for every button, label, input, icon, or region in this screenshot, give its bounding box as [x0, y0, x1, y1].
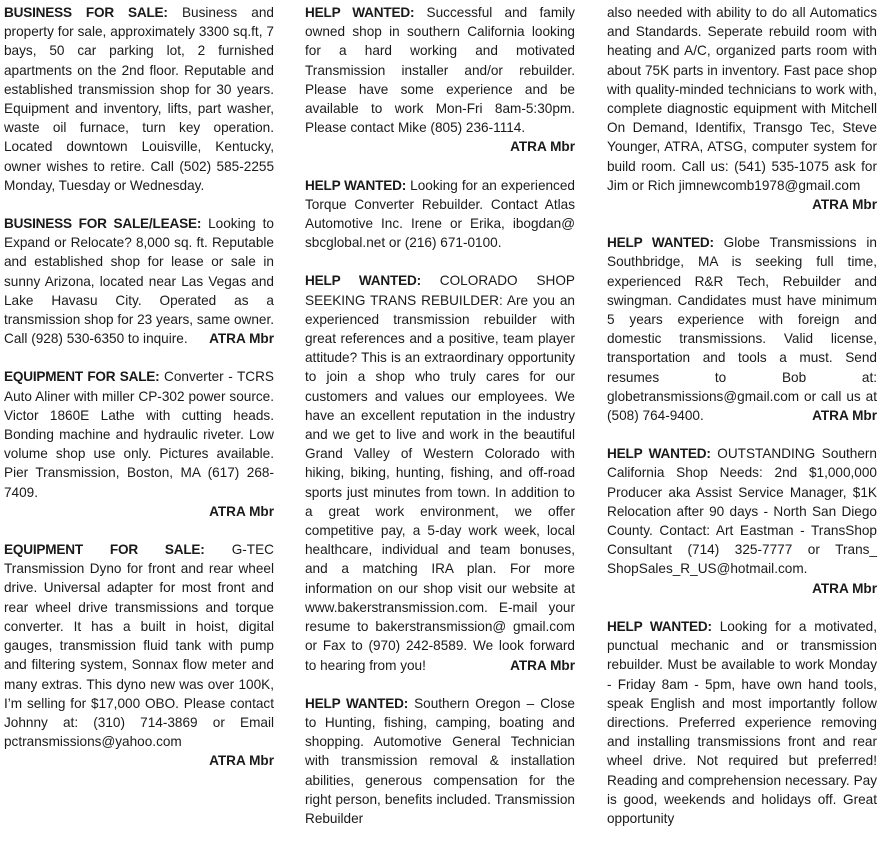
atra-member-tag: ATRA Mbr	[209, 753, 274, 769]
column-1	[4, 3, 274, 790]
ad-body: Looking to Expand or Relocate? 8,000 sq. ft. Reputable and established shop for lease or sale in sunny Arizona, located near Las Vegas and Lake Havasu City. Operated as a transmission shop for 23 years, same owner. Call (928) 530-6350 to inquire.	[4, 216, 274, 347]
ad-heading: HELP WANTED:	[305, 273, 421, 289]
column-3	[607, 3, 877, 847]
atra-member-tag: ATRA Mbr	[510, 139, 575, 155]
ad-body: Looking for an experienced Torque Converter Rebuilder. Contact Atlas Automotive Inc. Irene or Erika, ibogdan@ sbcglobal.net or (216) 671-0100.	[305, 177, 575, 251]
ad-body: Looking for a motivated, punctual mechanic and or transmission rebuilder. Must be available to work Monday - Friday 8am - 5pm, have own hand tools, speak English and most importantly follow directions. Preferred experience removing and installing transmissions front and rear wheel drive. Not required but preferred! Reading and comprehension necessary. Pay is good, weekends and holidays off. Great opportunity	[607, 618, 877, 826]
ad-body: Business and property for sale, approximately 3300 sq.ft, 7 bays, 50 car parking lot, 2 furnished apartments on the 2nd floor. Reputable and established transmission shop for 30 years. Equipment and inventory, lifts, part washer, waste oil furnace, turn key operation. Located downtown Louisville, Kentucky, owner wishes to retire. Call (502) 585-2255 Monday, Tuesday or Wednesday.	[4, 5, 274, 193]
ad-body: COLORADO SHOP SEEKING TRANS REBUILDER: Are you an experienced transmission rebuilder with great references and a positive, team player attitude? This is an extraordinary opportunity to join a shop who truly cares for our customers and values our employees. We have an excellent reputation in the industry and we get to live and work in the beautiful Grand Valley of Western Colorado with hiking, biking, hunting, fishing, and off-road sports just minutes from town. In addition to a great work environment, we offer competitive pay, a 5-day work week, local healthcare, individual and team bonuses, and a matching IRA plan. For more information on our shop visit our website at www.bakerstransmission.com. E-mail your resume to bakerstransmission@ gmail.com or Fax to (970) 242-8589. We look forward to hearing from you!	[305, 273, 575, 673]
ad-body: Converter - TCRS Auto Aliner with miller CP-302 power source. Victor 1860E Lathe with cutting heads. Bonding machine and hydraulic riveter. Low volume shop use only. Pictures available. Pier Transmission, Boston, MA (617) 268-7409.	[4, 369, 274, 500]
classified-ad	[4, 367, 274, 521]
ad-heading: HELP WANTED:	[305, 695, 409, 711]
atra-member-tag: ATRA Mbr	[812, 580, 877, 596]
classified-ad	[305, 176, 575, 253]
classified-ad	[305, 694, 575, 828]
ad-heading: HELP WANTED:	[305, 5, 415, 20]
classified-ad	[305, 3, 575, 157]
ad-body: also needed with ability to do all Automatics and Standards. Seperate rebuild room with heating and A/C, organized parts room with about 75K parts in inventory. Fast pace shop with quality-minded technicians to work with, complete diagnostic equipment with Mitchell On Demand, Identifix, Transgo Tec, Steve Younger, ATRA, ATSG, computer system for build room. Call us: (541) 535-1075 ask for Jim or Rich jimnewcomb1978@gmail.com	[607, 5, 877, 193]
ad-heading: HELP WANTED:	[607, 446, 711, 462]
classified-ad	[607, 444, 877, 598]
ad-heading: BUSINESS FOR SALE/LEASE:	[4, 216, 202, 232]
classified-ad	[4, 540, 274, 770]
classified-ad	[4, 214, 274, 348]
ad-body: Successful and family owned shop in southern California looking for a hard working and motivated Transmission installer and/or rebuilder. Please have some experience and be available to work Mon-Fri 8am-5:30pm. Please contact Mike (805) 236-1114.	[305, 5, 575, 136]
ad-heading: HELP WANTED:	[305, 177, 407, 193]
ad-heading: BUSINESS FOR SALE:	[4, 5, 168, 20]
ad-heading: HELP WANTED:	[607, 235, 714, 251]
ad-body: Globe Transmissions in Southbridge, MA is seeking full time, experienced R&R Tech, Rebuilder and swingman. Candidates must have minimum 5 years experience with foreign and domestic transmissions. Valid license, transportation and tools a must. Send resumes to Bob at: globetransmissions@gmail.com or call us at (508) 764-9400.	[607, 235, 877, 424]
atra-member-tag: ATRA Mbr	[209, 503, 274, 519]
ad-body: OUTSTANDING Southern California Shop Needs: 2nd $1,000,000 Producer aka Assist Service Manager, $1K Relocation after 90 days - North San Diego County. Contact: Art Eastman - TransShop Consultant (714) 325-7777 or Trans_ ShopSales_R_US@hotmail.com.	[607, 446, 877, 577]
ad-heading: EQUIPMENT FOR SALE:	[4, 369, 160, 385]
classified-ad	[607, 3, 877, 214]
atra-member-tag: ATRA Mbr	[812, 197, 877, 213]
ad-body: G-TEC Transmission Dyno for front and rear wheel drive. Universal adapter for most front and rear wheel drive transmissions and torque converter. It has a built in hoist, digital gauges, transmission fluid tank with pump and filtering system, Sonnax flow meter and many extras. This dyno new was over 100K, I’m selling for $17,000 OBO. Please contact Johnny at: (310) 714-3869 or Email pctransmissions@yahoo.com	[4, 542, 274, 750]
atra-member-tag: ATRA Mbr	[510, 657, 575, 673]
ad-heading: EQUIPMENT FOR SALE:	[4, 542, 205, 558]
ad-body: Southern Oregon – Close to Hunting, fishing, camping, boating and shopping. Automotive General Technician with transmission removal & installation abilities, generous compensation for the right person, benefits included. Transmission Rebuilder	[305, 695, 575, 826]
ad-heading: HELP WANTED:	[607, 618, 712, 634]
classified-ad	[305, 271, 575, 674]
atra-member-tag: ATRA Mbr	[209, 331, 274, 347]
classified-ad	[607, 617, 877, 828]
classified-ad	[607, 233, 877, 425]
atra-member-tag: ATRA Mbr	[812, 408, 877, 424]
classified-ad	[4, 3, 274, 195]
column-2	[305, 3, 575, 847]
